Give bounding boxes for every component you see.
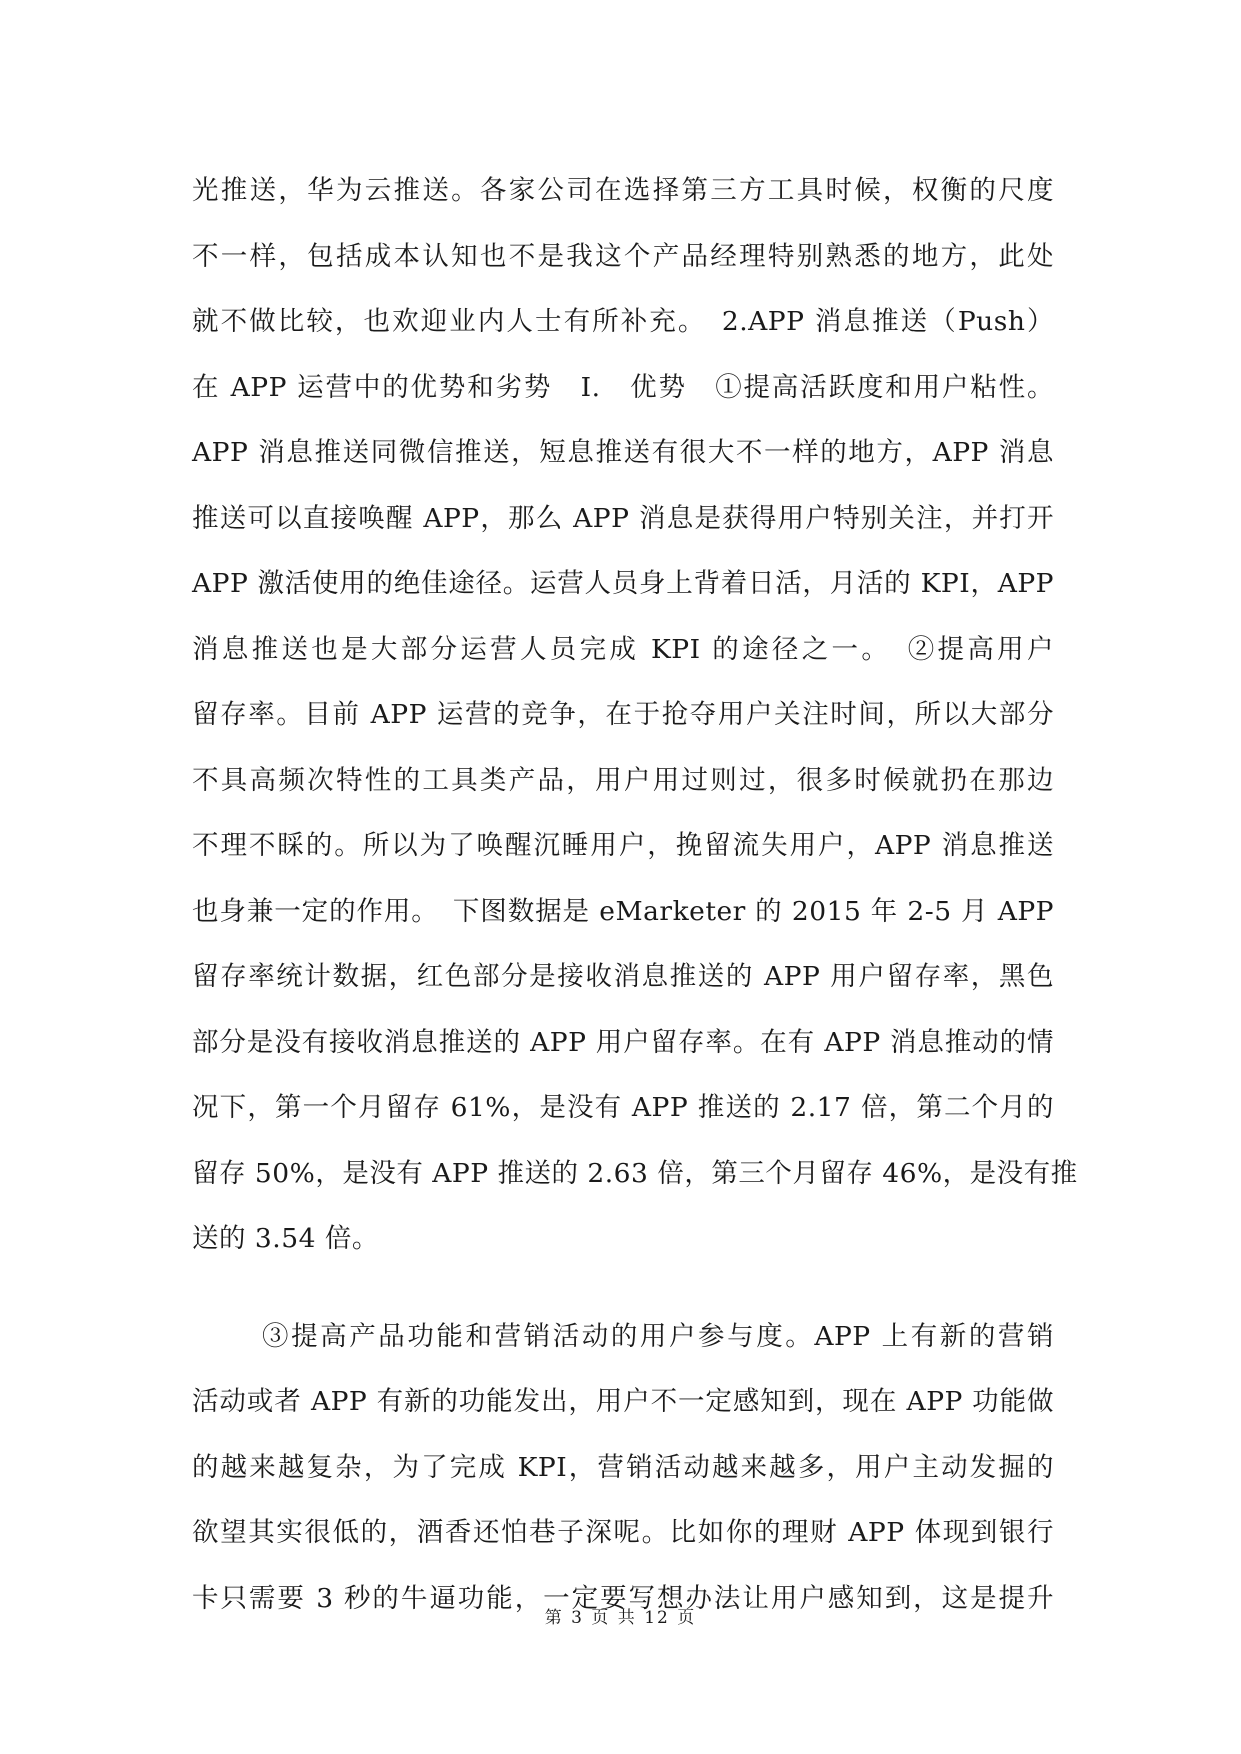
text-line: 不一样，包括成本认知也不是我这个产品经理特别熟悉的地方，此处 (192, 240, 1054, 272)
text-line: 活动或者 APP 有新的功能发出，用户不一定感知到，现在 APP 功能做 (192, 1386, 1054, 1417)
text-line: 就不做比较，也欢迎业内人士有所补充。 2.APP 消息推送（Push） (192, 306, 1054, 337)
text-line: 推送可以直接唤醒 APP，那么 APP 消息是获得用户特别关注，并打开 (192, 502, 1054, 534)
text-line: APP 激活使用的绝佳途径。运营人员身上背着日活，月活的 KPI，APP (192, 568, 1054, 599)
text-line: 的越来越复杂，为了完成 KPI，营销活动越来越多，用户主动发掘的 (192, 1451, 1054, 1483)
text-line: 况下，第一个月留存 61%，是没有 APP 推送的 2.17 倍，第二个月的 (192, 1092, 1054, 1123)
text-line: 卡只需要 3 秒的牛逼功能，一定要写想办法让用户感知到，这是提升 (192, 1582, 1054, 1614)
text-line: ③提高产品功能和营销活动的用户参与度。APP 上有新的营销 (262, 1320, 1054, 1352)
text-line: 留存 50%，是没有 APP 推送的 2.63 倍，第三个月留存 46%，是没有推 (192, 1157, 1078, 1189)
text-line: 部分是没有接收消息推送的 APP 用户留存率。在有 APP 消息推动的情 (192, 1026, 1054, 1058)
text-line: 不具高频次特性的工具类产品，用户用过则过，很多时候就扔在那边 (192, 764, 1054, 796)
text-line: 光推送，华为云推送。各家公司在选择第三方工具时候，权衡的尺度 (192, 175, 1054, 206)
text-line: 在 APP 运营中的优势和劣势 I. 优势 ①提高活跃度和用户粘性。 (192, 371, 1054, 403)
text-line: 送的 3.54 倍。 (192, 1223, 379, 1254)
text-line: APP 消息推送同微信推送，短息推送有很大不一样的地方，APP 消息 (192, 437, 1054, 468)
text-line: 留存率。目前 APP 运营的竞争，在于抢夺用户关注时间，所以大部分 (192, 699, 1054, 730)
text-line: 消息推送也是大部分运营人员完成 KPI 的途径之一。 ②提高用户 (192, 633, 1054, 665)
body-text (192, 158, 1078, 1631)
page-number-footer: 第 3 页 共 12 页 (544, 1608, 697, 1628)
text-line: 也身兼一定的作用。 下图数据是 eMarketer 的 2015 年 2-5 月 APP (192, 895, 1054, 927)
text-line: 留存率统计数据，红色部分是接收消息推送的 APP 用户留存率，黑色 (192, 961, 1054, 992)
text-line: 欲望其实很低的，酒香还怕巷子深呢。比如你的理财 APP 体现到银行 (192, 1517, 1054, 1548)
paragraph-1 (192, 158, 1078, 1272)
text-line: 不理不睬的。所以为了唤醒沉睡用户，挽留流失用户，APP 消息推送 (192, 830, 1054, 861)
paragraph-2 (192, 1304, 1054, 1632)
